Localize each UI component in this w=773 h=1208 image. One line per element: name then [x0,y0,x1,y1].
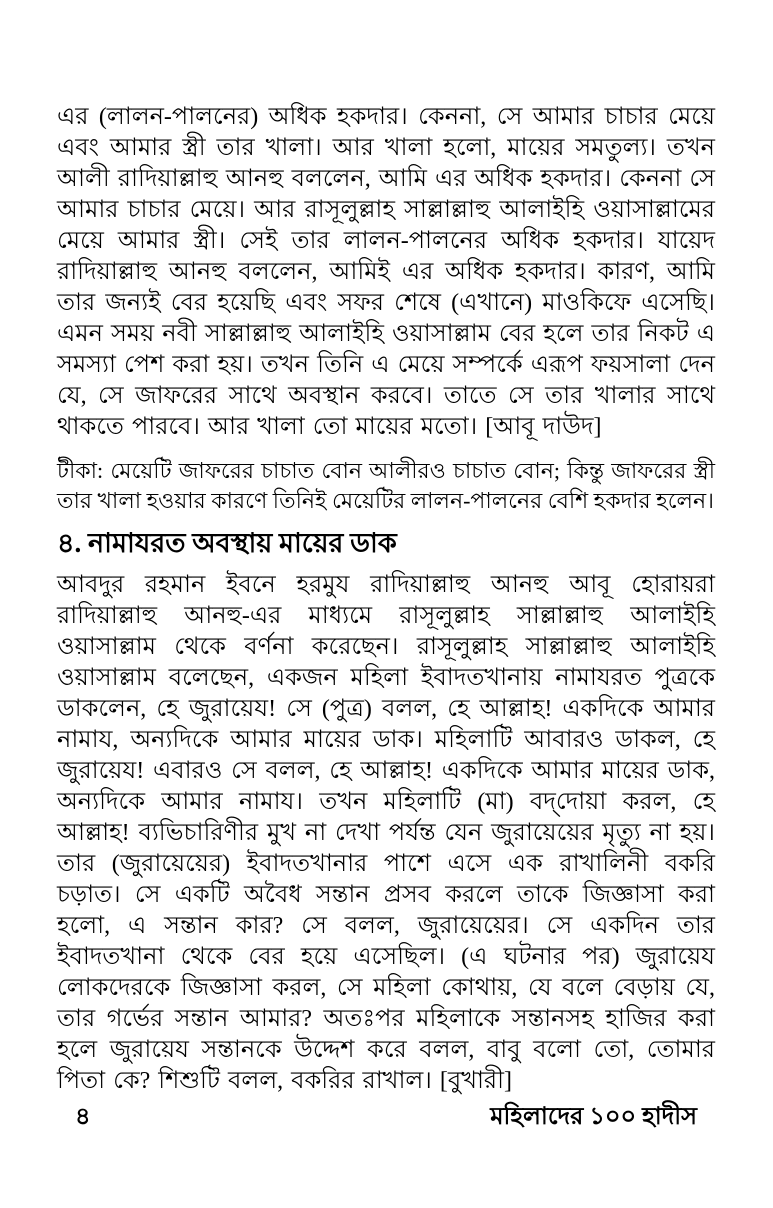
page-footer [57,1100,715,1134]
hadith-paragraph: আবদুর রহমান ইবনে হরমুয রাদিয়াল্লাহু আনহু আবূ হোরায়রা রাদিয়াল্লাহু আনহু-এর মাধ্যমে রাসূলুল্লাহ সাল্লাল্লাহু আলাইহি ওয়াসাল্লাম থেকে বর্ণনা করেছেন। রাসূলুল্লাহ সাল্লাল্লাহু আলাইহি ওয়াসাল্লাম বলেছেন, একজন মহিলা ইবাদতখানায় নামাযরত পুত্রকে ডাকলেন, হে জুরায়েয! সে (পুত্র) বলল, হে আল্লাহ! একদিকে আমার নামায, অন্যদিকে আমার মায়ের ডাক। মহিলাটি আবারও ডাকল, হে জুরায়েয! এবারও সে বলল, হে আল্লাহ! একদিকে আমার মায়ের ডাক, অন্যদিকে আমার নামায। তখন মহিলাটি (মা) বদ্‌দোয়া করল, হে আল্লাহ! ব্যভিচারিণীর মুখ না দেখা পর্যন্ত যেন জুরায়েয়ের মৃত্যু না হয়। তার (জুরায়েয়ের) ইবাদতখানার পাশে এসে এক রাখালিনী বকরি চড়াত। সে একটি অবৈধ সন্তান প্রসব করলে তাকে জিজ্ঞাসা করা হলো, এ সন্তান কার? সে বলল, জুরায়েয়ের। সে একদিন তার ইবাদতখানা থেকে বের হয়ে এসেছিল। (এ ঘটনার পর) জুরায়েয লোকদেরকে জিজ্ঞাসা করল, সে মহিলা কোথায়, যে বলে বেড়ায় যে, তার গর্ভের সন্তান আমার? অতঃপর মহিলাকে সন্তানসহ হাজির করা হলে জুরায়েয সন্তানকে উদ্দেশ করে বলল, বাবু বলো তো, তোমার পিতা কে? শিশুটি বলল, বকরির রাখাল। [বুখারী] [57,572,715,1094]
note-paragraph: টীকা: মেয়েটি জাফরের চাচাত বোন আলীরও চাচাত বোন; কিন্তু জাফরের স্ত্রী তার খালা হওয়ার কারণে তিনিই মেয়েটির লালন-পালনের বেশি হকদার হলেন। [57,458,715,513]
hadith-continuation-paragraph: এর (লালন-পালনের) অধিক হকদার। কেননা, সে আমার চাচার মেয়ে এবং আমার স্ত্রী তার খালা। আর খালা হলো, মায়ের সমতুল্য। তখন আলী রাদিয়াল্লাহু আনহু বললেন, আমি এর অধিক হকদার। কেননা সে আমার চাচার মেয়ে। আর রাসূলুল্লাহ সাল্লাল্লাহু আলাইহি ওয়াসাল্লামের মেয়ে আমার স্ত্রী। সেই তার লালন-পালনের অধিক হকদার। যায়েদ রাদিয়াল্লাহু আনহু বললেন, আমিই এর অধিক হকদার। কারণ, আমি তার জন্যই বের হয়েছি এবং সফর শেষে (এখানে) মাওকিফে এসেছি। এমন সময় নবী সাল্লাল্লাহু আলাইহি ওয়াসাল্লাম বের হলে তার নিকট এ সমস্যা পেশ করা হয়। তখন তিনি এ মেয়ে সম্পর্কে এরূপ ফয়সালা দেন যে, সে জাফরের সাথে অবস্থান করবে। তাতে সে তার খালার সাথে থাকতে পারবে। আর খালা তো মায়ের মতো। [আবূ দাউদ] [57,104,715,440]
page-number: ৪ [75,1104,91,1130]
section-heading: ৪. নামাযরত অবস্থায় মায়ের ডাক [57,528,397,558]
book-title: মহিলাদের ১০০ হাদীস [490,1104,697,1130]
